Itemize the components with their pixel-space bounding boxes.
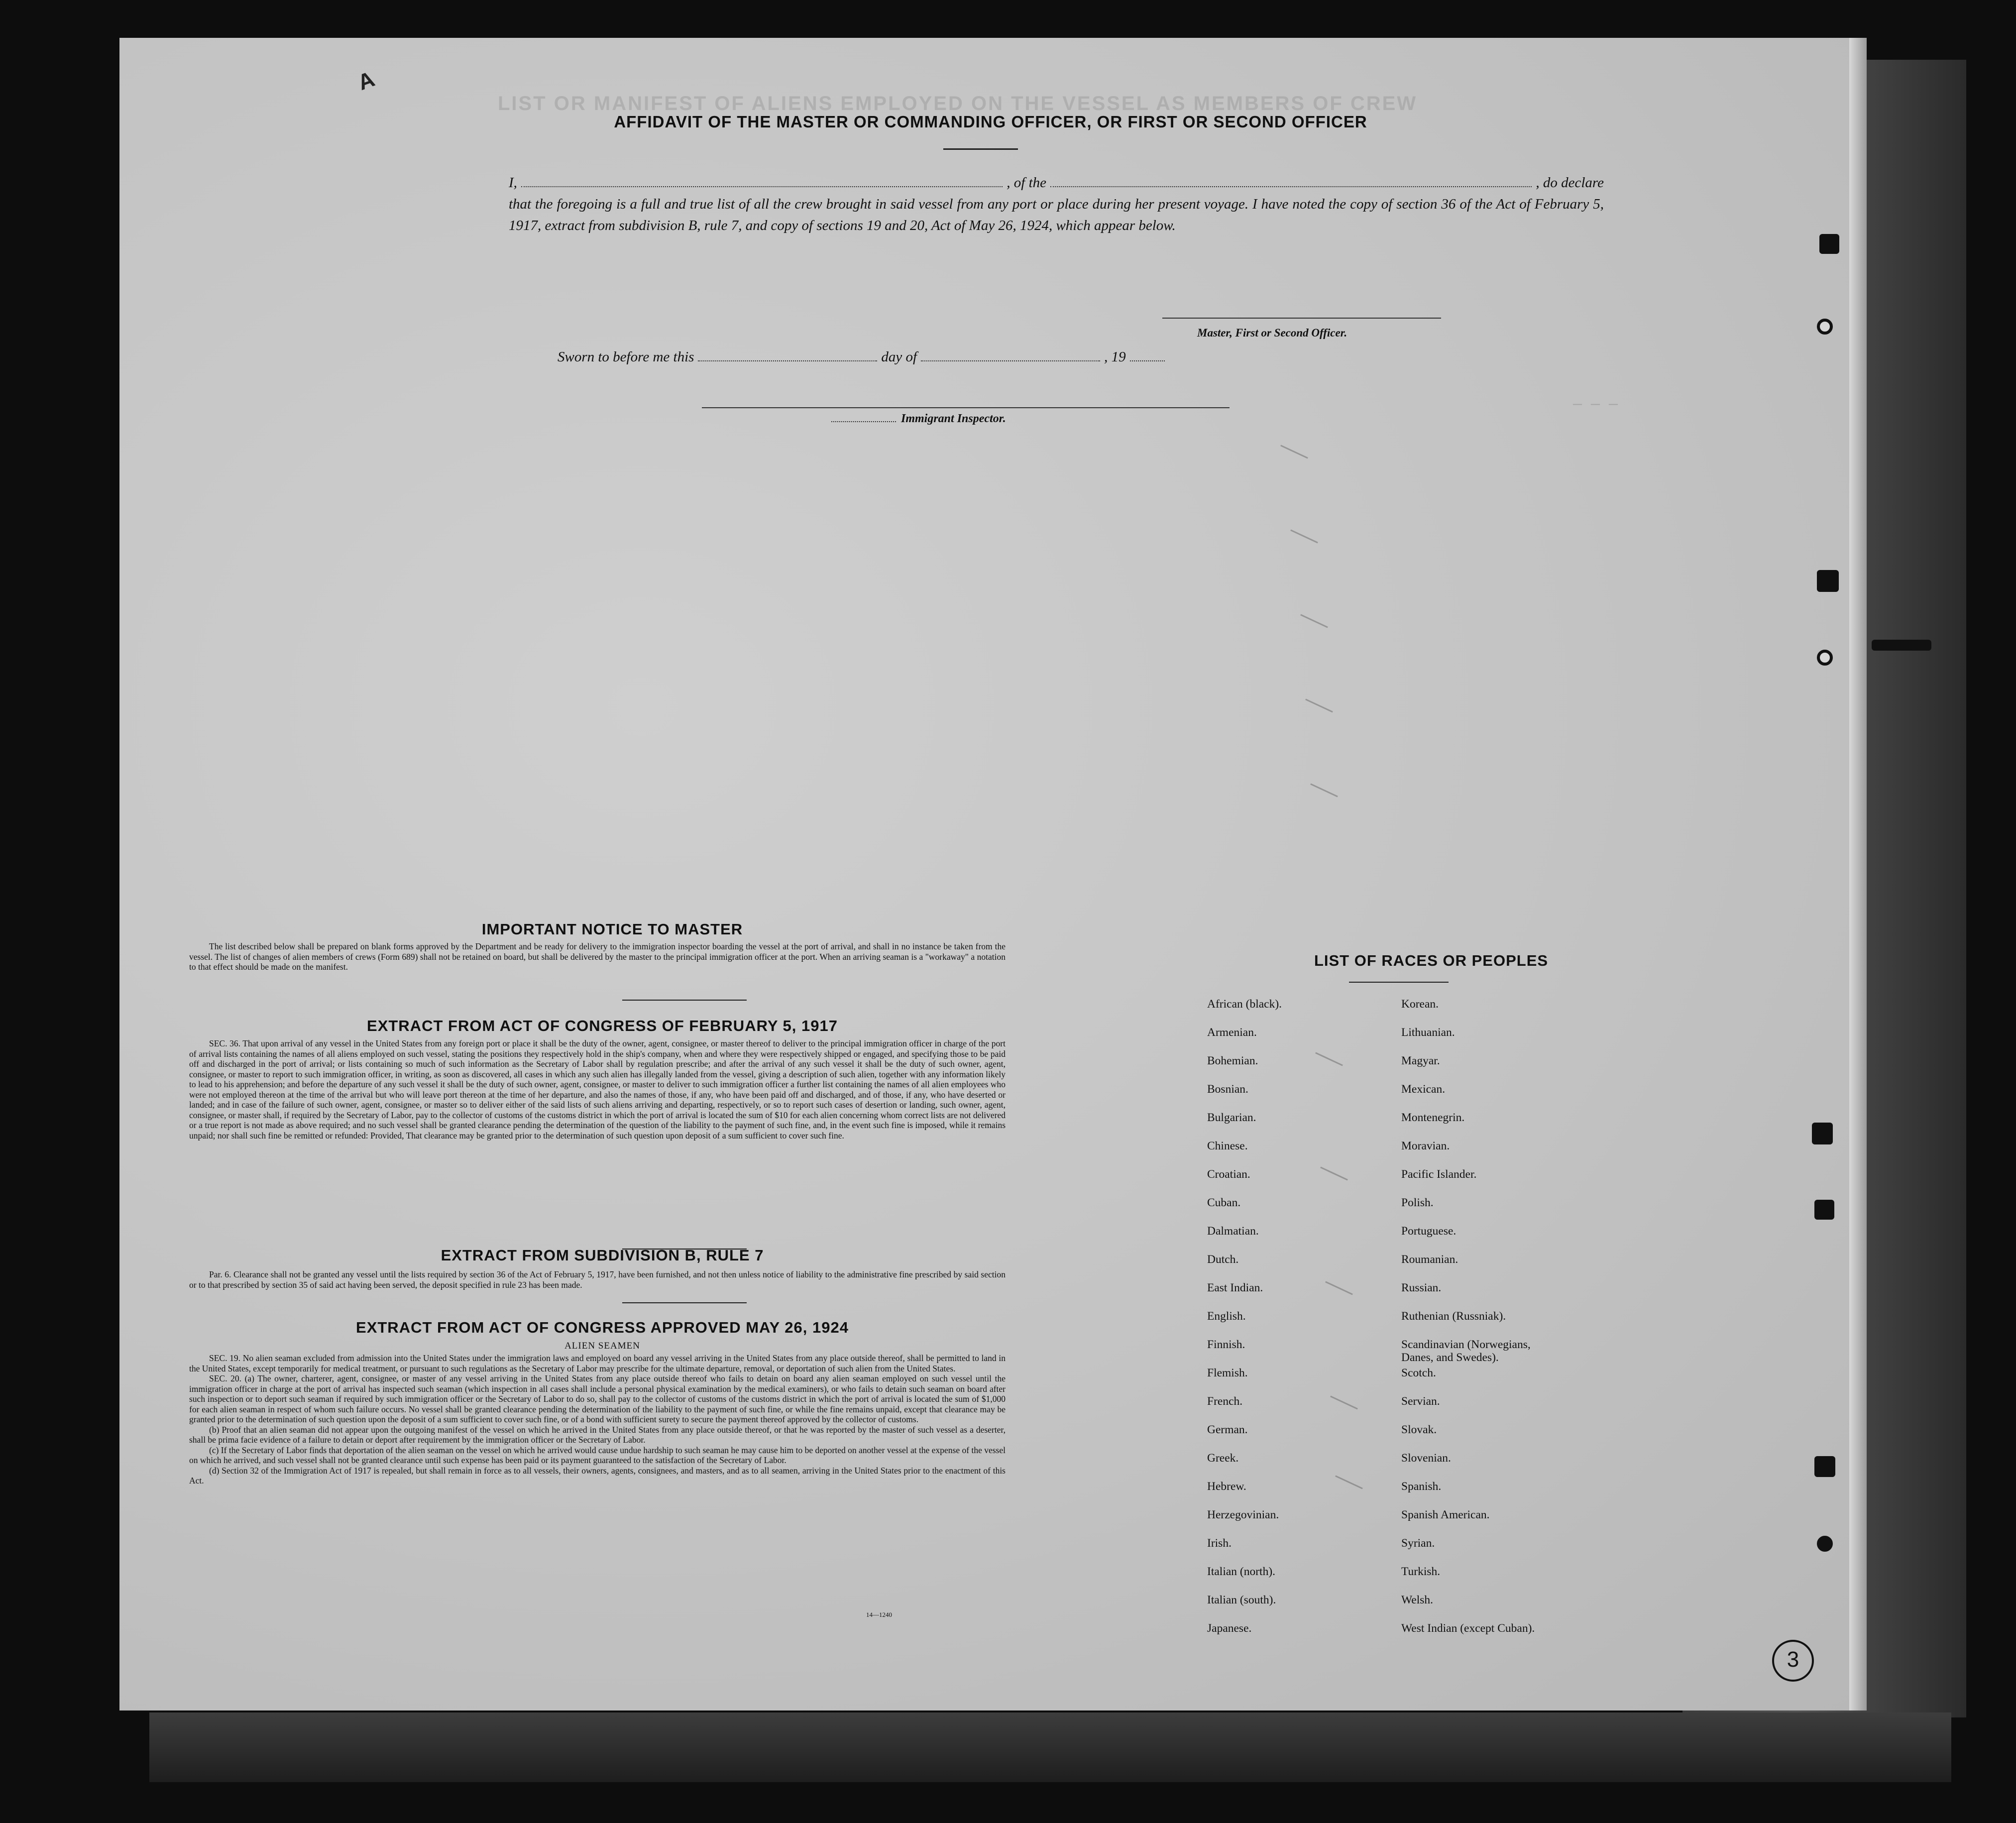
race-item: Ruthenian (Russniak). [1401, 1310, 1506, 1323]
extract-1917-title: EXTRACT FROM ACT OF CONGRESS OF FEBRUARY 5, 1917 [367, 1017, 838, 1034]
bleed-through-mark [1325, 1281, 1353, 1295]
race-item: Servian. [1401, 1395, 1440, 1408]
sworn-label: Sworn to before me this [558, 349, 694, 365]
race-item: Bosnian. [1207, 1083, 1248, 1096]
race-item: Dalmatian. [1207, 1225, 1259, 1238]
sec-36-paragraph: SEC. 36. That upon arrival of any vessel in the United States from any foreign port or place it shall be the duty of the owner, agent, consignee, or master thereof to deliver to the principal immigration officer in charge of the port of arrival lists containing the names of all aliens employed on such vessel, stating the positions they respectively hold in the ship's company, when and where they were respectively shipped or engaged, and specifying those to be paid off and discharged in the port of arrival; or lists containing so much of such information as the Secretary of Labor shall by regulation prescribe; and after the arrival of any such vessel it shall be the duty of such owner, agent, consignee, or master to report to such immigration officer, in writing, as soon as discovered, all cases in which any such alien has illegally landed from the vessel, giving a description of such alien, together with any information likely to lead to his apprehension; and before the departure of any such vessel it shall be the duty of such owner, agent, consignee, or master to deliver to such immigration officer a further list containing the names of all alien employees who were not employed thereon at the time of the arrival but who will leave port thereon at the time of her departure, and also the names of those, if any, who have been paid off and discharged, and of those, if any, who have deserted or landed; and in case of the failure of such owner, agent, consignee, or master so to deliver either of the said lists of such aliens arriving and departing, respectively, or so to report such cases of desertion or landing, such owner, agent, consignee, or master shall, if required by the Secretary of Labor, pay to the collector of customs of the customs district in which the port of arrival is located the sum of $10 for each alien concerning whom correct lists are not delivered or a true report is not made as above required; and no such vessel shall be granted clearance pending the determination of the question of the liability to the payment of such fine, and, in the event such fine is imposed, while it remains unpaid; nor shall such fine be remitted or refunded: Provided, That clearance may be granted prior to the determination of such question upon deposit of a sum sufficient to cover such fine. [189, 1038, 1006, 1140]
bleed-through-mark [1335, 1475, 1363, 1489]
race-item: West Indian (except Cuban). [1401, 1622, 1535, 1635]
corner-mark: A [354, 67, 378, 95]
inspector-label: Immigrant Inspector. [901, 412, 1006, 425]
race-item: Syrian. [1401, 1537, 1435, 1550]
form-number: 14—1240 [866, 1611, 892, 1618]
binder-hole [1817, 650, 1833, 666]
declarant-label: I, [509, 175, 517, 191]
race-item: Hebrew. [1207, 1480, 1246, 1493]
races-rule [1349, 982, 1449, 983]
race-item: Slovak. [1401, 1423, 1437, 1436]
binder-tab [1872, 640, 1931, 651]
race-item: Chinese. [1207, 1139, 1248, 1152]
rule7-rule [622, 1302, 747, 1303]
race-item: Finnish. [1207, 1338, 1245, 1351]
inspector-label-row [831, 412, 1006, 426]
notice-title: IMPORTANT NOTICE TO MASTER [481, 920, 743, 938]
race-item: Greek. [1207, 1452, 1239, 1465]
race-item: Flemish. [1207, 1367, 1248, 1379]
race-item: Irish. [1207, 1537, 1232, 1550]
binder-clip [1817, 570, 1839, 592]
race-item: Welsh. [1401, 1594, 1434, 1606]
bleed-through-mark [1305, 698, 1333, 712]
alien-seamen-subtitle: ALIEN SEAMEN [564, 1341, 640, 1351]
extract-1924-title: EXTRACT FROM ACT OF CONGRESS APPROVED MAY 26, 1924 [356, 1319, 849, 1336]
declarant-name-field[interactable] [521, 177, 1003, 187]
race-item: German. [1207, 1423, 1248, 1436]
inspector-dots [831, 421, 896, 422]
sworn-line [558, 349, 1264, 365]
declaration [509, 172, 1604, 236]
bleed-through-mark [1290, 529, 1318, 543]
race-item: Moravian. [1401, 1139, 1450, 1152]
sworn-year-field[interactable] [1130, 351, 1165, 361]
affidavit-title: AFFIDAVIT OF THE MASTER OR COMMANDING OFFICER, OR FIRST OR SECOND OFFICER [614, 113, 1367, 131]
race-item: Croatian. [1207, 1168, 1250, 1181]
race-item: French. [1207, 1395, 1243, 1408]
title-rule [943, 148, 1018, 150]
race-item: Roumanian. [1401, 1253, 1458, 1266]
race-item: Bohemian. [1207, 1054, 1258, 1067]
race-item: Scandinavian (Norwegians, Danes, and Swedes). [1401, 1338, 1531, 1364]
sec-20a-paragraph: SEC. 20. (a) The owner, charterer, agent, consignee, or master of any vessel arriving in the United States from any place outside thereof who fails to detain on board any alien seaman employed on such vessel until the immigration officer in charge at the port of arrival has inspected such seaman (which inspection in all cases shall include a personal physical examination by the medical examiners), or who fails to detain such seaman on board after such inspection or to deport such seaman if required by such immigration officer or the Secretary of Labor to do so, shall pay to the collector of customs of the customs district in which the port of arrival is located the sum of $1,000 for each alien seaman in respect of whom such failure occurs. No vessel shall be granted clearance pending the determination of the liability to the payment of such fine, or while the fine remains unpaid, except that clearance may be granted prior to the determination of such question upon the deposit of a sum sufficient to cover such fine, or of a bond with sufficient surety to secure the payment thereof approved by the collector of customs. [189, 1373, 1006, 1424]
back-sheet-bottom [149, 1712, 1951, 1782]
sec-20c-paragraph: (c) If the Secretary of Labor finds that deportation of the alien seaman on the vessel on which he arrived would cause undue hardship to such seaman he may cause him to be deported on another vessel at the expense of the vessel on which he arrived, and such vessel shall not be granted clearance until such expense has been paid or its payment guaranteed to the satisfaction of the Secretary of Labor. [189, 1445, 1006, 1465]
race-item: Italian (north). [1207, 1565, 1276, 1578]
race-item: Dutch. [1207, 1253, 1239, 1266]
race-item: Korean. [1401, 998, 1439, 1011]
page-edge [1849, 38, 1867, 1710]
binder-clip [1814, 1456, 1835, 1477]
binder-clip [1812, 1123, 1833, 1144]
bleed-through-title: LIST OR MANIFEST OF ALIENS EMPLOYED ON THE VESSEL AS MEMBERS OF CREW [498, 93, 1418, 114]
race-item: Slovenian. [1401, 1452, 1451, 1465]
races-title: LIST OF RACES OR PEOPLES [1314, 952, 1549, 969]
race-item: Lithuanian. [1401, 1026, 1455, 1039]
race-item: Japanese. [1207, 1622, 1252, 1635]
declaration-line [509, 172, 1604, 194]
race-item: Spanish American. [1401, 1508, 1490, 1521]
race-item: English. [1207, 1310, 1246, 1323]
sec-20d-paragraph: (d) Section 32 of the Immigration Act of 1917 is repealed, but shall remain in force as to all vessels, their owners, agents, consignees, and masters, and as to all seamen, arriving in the United States prior to the enactment of this Act. [189, 1465, 1006, 1485]
page-number: 3 [1772, 1640, 1814, 1682]
sworn-day-field[interactable] [698, 351, 877, 361]
inspector-signature-field[interactable] [702, 407, 1230, 408]
master-signature-field[interactable] [1162, 318, 1441, 319]
race-item: Mexican. [1401, 1083, 1446, 1096]
manifest-page [119, 38, 1862, 1710]
rule7-text [189, 1269, 1006, 1290]
vessel-name-field[interactable] [1050, 177, 1532, 187]
race-item: Cuban. [1207, 1196, 1241, 1209]
race-item: Russian. [1401, 1281, 1442, 1294]
race-item: East Indian. [1207, 1281, 1263, 1294]
race-item: Bulgarian. [1207, 1111, 1256, 1124]
race-item: Pacific Islander. [1401, 1168, 1477, 1181]
bleed-through-mark [1310, 783, 1338, 797]
bleed-through-mark [1300, 614, 1328, 628]
bleed-through-mark [1320, 1166, 1348, 1180]
bleed-through-mark [1315, 1052, 1343, 1066]
extract-1917-text [189, 1038, 1006, 1140]
binder-hole [1817, 1536, 1833, 1552]
race-item: Herzegovinian. [1207, 1508, 1279, 1521]
race-item: Italian (south). [1207, 1594, 1276, 1606]
notice-text [189, 941, 1006, 972]
race-item: Portuguese. [1401, 1225, 1456, 1238]
master-signature-label: Master, First or Second Officer. [1197, 327, 1347, 339]
binder-clip [1814, 1200, 1834, 1220]
notice-paragraph: The list described below shall be prepared on blank forms approved by the Department and be ready for delivery to the immigration inspector boarding the vessel at the port of arrival, and shall in no instance be taken from the vessel. The list of changes of alien members of crews (Form 689) shall not be retained on board, but shall be delivered by the master to the principal immigration officer at the port. When an arriving seaman is a "workaway" a notation to that effect should be made on the manifest. [189, 941, 1006, 972]
binder-hole [1817, 319, 1833, 335]
declaration-body: that the foregoing is a full and true list of all the crew brought in said vessel from any port or place during her present voyage. I have noted the copy of section 36 of the Act of February 5, 1917, extract from subdivision B, rule 7, and copy of sections 19 and 20, Act of May 26, 1924, which appear below. [509, 196, 1604, 233]
race-item: Spanish. [1401, 1480, 1442, 1493]
rule7-title: EXTRACT FROM SUBDIVISION B, RULE 7 [441, 1247, 764, 1264]
race-item: Armenian. [1207, 1026, 1257, 1039]
binder-clip [1819, 234, 1839, 254]
year-label: , 19 [1104, 349, 1126, 365]
bleed-through-mark [1280, 445, 1308, 458]
race-item: African (black). [1207, 998, 1282, 1011]
race-item: Turkish. [1401, 1565, 1441, 1578]
races-left-column [1207, 998, 1282, 1650]
notice-rule [622, 1000, 747, 1001]
bleed-through-text: — — — [1573, 396, 1618, 413]
par-6-paragraph: Par. 6. Clearance shall not be granted any vessel until the lists required by section 36 of the Act of February 5, 1917, have been furnished, and not then unless notice of liability to the administrative fine prescribed by said section or to that prescribed by section 35 of said act having been served, the deposit specified in rule 23 has been made. [189, 1269, 1006, 1290]
race-item: Magyar. [1401, 1054, 1440, 1067]
of-the-label: , of the [1007, 175, 1047, 191]
sworn-month-field[interactable] [921, 351, 1100, 361]
race-item: Montenegrin. [1401, 1111, 1465, 1124]
race-item: Scotch. [1401, 1367, 1436, 1379]
sec-20b-paragraph: (b) Proof that an alien seaman did not appear upon the outgoing manifest of the vessel on which he arrived in the United States from any place outside thereof, or that he was reported by the master of such vessel as a deserter, shall be prima facie evidence of a failure to detain or deport after requirement by the immigration officer or the Secretary of Labor. [189, 1424, 1006, 1445]
race-item: Polish. [1401, 1196, 1434, 1209]
declare-label: , do declare [1536, 175, 1604, 191]
races-right-column [1401, 998, 1566, 1650]
bleed-through-mark [1330, 1395, 1358, 1409]
day-of-label: day of [881, 349, 917, 365]
extract-1924-text [189, 1353, 1006, 1486]
sec-19-paragraph: SEC. 19. No alien seaman excluded from admission into the United States under the immigration laws and employed on board any vessel arriving in the United States from any place outside thereof, shall be permitted to land in the United States, except temporarily for medical treatment, or pursuant to such regulations as the Secretary of Labor may prescribe for the ultimate departure, removal, or deportation of such alien from the United States. [189, 1353, 1006, 1373]
